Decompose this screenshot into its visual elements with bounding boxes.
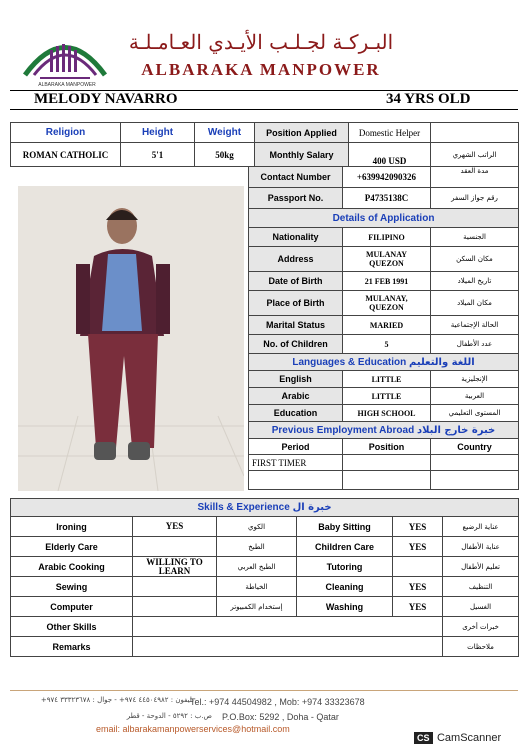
skills-heading (11, 499, 519, 517)
details-table (248, 166, 519, 490)
applicant-age: 34 YRS OLD (386, 91, 471, 107)
applicant-photo (18, 186, 244, 491)
skill-label-arabic: الغسيل (443, 597, 519, 617)
language-row-label: Arabic (249, 388, 343, 405)
camscanner-label: CamScanner (436, 732, 502, 744)
salary-label-arabic: الراتب الشهري (431, 143, 519, 167)
religion-value: ROMAN CATHOLIC (11, 143, 121, 167)
skill-label-arabic: التنظيف (443, 577, 519, 597)
skill-value: YES (133, 517, 217, 537)
camscanner-badge (414, 728, 528, 746)
language-row-label: Education (249, 405, 343, 422)
skills-heading-text: Skills & Experience (197, 502, 290, 513)
employment-heading-text: Previous Employment Abroad (271, 424, 415, 436)
skill-value: WILLING TO LEARN (133, 557, 217, 577)
footer-email: email: albarakamanpowerservices@hotmail.com (96, 724, 290, 734)
brand-name-arabic: البـركـة لجـلـب الأيـدي العـامـلـة (128, 30, 394, 54)
skill-value: YES (393, 517, 443, 537)
skill-label-arabic: الطبخ (217, 537, 297, 557)
remarks-label-arabic: ملاحظات (443, 637, 519, 657)
employment-col-period: Period (249, 439, 343, 455)
skill-value (133, 597, 217, 617)
languages-heading (249, 354, 519, 371)
skill-value (133, 537, 217, 557)
application-row-value: MARIED (343, 316, 431, 335)
height-value: 5'1 (121, 143, 195, 167)
skill-value: YES (393, 597, 443, 617)
application-row-label: No. of Children (249, 335, 343, 354)
passport-label-arabic: رقم جواز السفر (431, 188, 519, 209)
other-skills-label: Other Skills (11, 617, 133, 637)
brand-name: ALBARAKA MANPOWER (141, 60, 381, 79)
skill-label: Elderly Care (11, 537, 133, 557)
weight-value: 50kg (195, 143, 255, 167)
other-skills-label-arabic: خبرات أخرى (443, 617, 519, 637)
footer-phone: Tel.: +974 44504982 , Mob: +974 33323678 (190, 697, 365, 707)
application-row-value: MULANAY QUEZON (343, 247, 431, 272)
passport-value: P4735138C (343, 188, 431, 209)
camscanner-icon: CS (414, 732, 433, 744)
skill-label-arabic: الكوي (217, 517, 297, 537)
application-row-value: 21 FEB 1991 (343, 272, 431, 291)
position-label: Position Applied (255, 123, 349, 143)
languages-heading-arabic: اللغة والتعليم (409, 356, 475, 368)
footer-phone-arabic: تليفون : ٤٤٥٠٤٩٨٢ ٩٧٤+ - جوال : ٣٣٣٢٣٦٧٨ ٩٧٤+ (40, 696, 194, 704)
skill-value (393, 557, 443, 577)
footer-address: P.O.Box: 5292 , Doha - Qatar (222, 712, 339, 722)
height-label: Height (121, 123, 195, 143)
skills-heading-arabic: خبرة ال (292, 502, 332, 513)
skill-label-arabic: إستخدام الكمبيوتر (217, 597, 297, 617)
language-row-arabic: المستوى التعليمي (431, 405, 519, 422)
footer-address-arabic: ص.ب : ٥٢٩٢ - الدوحة - قطر (126, 712, 212, 720)
skill-label: Cleaning (297, 577, 393, 597)
skill-value: YES (393, 577, 443, 597)
skill-value: YES (393, 537, 443, 557)
language-row-arabic: العربية (431, 388, 519, 405)
applicant-name: MELODY NAVARRO (34, 91, 178, 107)
application-row-arabic: الجنسية (431, 228, 519, 247)
employment-heading (249, 422, 519, 439)
application-row-label: Place of Birth (249, 291, 343, 316)
skill-label: Washing (297, 597, 393, 617)
footer-divider (10, 690, 518, 691)
application-row-value: MULANAY, QUEZON (343, 291, 431, 316)
skill-label: Children Care (297, 537, 393, 557)
skill-label: Tutoring (297, 557, 393, 577)
application-row-label: Date of Birth (249, 272, 343, 291)
application-row-label: Address (249, 247, 343, 272)
remarks-label: Remarks (11, 637, 133, 657)
contact-value: +639942090326 (343, 167, 431, 188)
contract-label-arabic: مدة العقد (431, 167, 519, 188)
contact-label: Contact Number (249, 167, 343, 188)
application-row-label: Marital Status (249, 316, 343, 335)
skill-label-arabic: الخياطة (217, 577, 297, 597)
application-row-arabic: مكان الميلاد (431, 291, 519, 316)
skills-table (10, 498, 519, 657)
skill-label: Computer (11, 597, 133, 617)
application-row-arabic: عدد الأطفال (431, 335, 519, 354)
skill-label-arabic: تعليم الأطفال (443, 557, 519, 577)
application-row-arabic: مكان السكن (431, 247, 519, 272)
application-row-value: 5 (343, 335, 431, 354)
employment-heading-arabic: خبرة خارج البلاد (416, 424, 496, 436)
skill-label: Ironing (11, 517, 133, 537)
skill-label-arabic: عناية الرضيع (443, 517, 519, 537)
skill-label: Arabic Cooking (11, 557, 133, 577)
employment-first-row: FIRST TIMER (249, 455, 343, 471)
salary-value: 400 USD (349, 143, 431, 167)
languages-heading-text: Languages & Education (292, 356, 407, 368)
employment-col-position: Position (343, 439, 431, 455)
language-row-arabic: الإنجليزية (431, 371, 519, 388)
skill-label-arabic: الطبخ العربي (217, 557, 297, 577)
religion-label: Religion (11, 123, 121, 143)
skill-label: Baby Sitting (297, 517, 393, 537)
employment-col-country: Country (431, 439, 519, 455)
language-row-value: LITTLE (343, 371, 431, 388)
weight-label: Weight (195, 123, 255, 143)
passport-label: Passport No. (249, 188, 343, 209)
application-heading: Details of Application (249, 209, 519, 228)
skill-label: Sewing (11, 577, 133, 597)
company-logo (20, 20, 110, 90)
summary-table (10, 122, 519, 167)
salary-label: Monthly Salary (255, 143, 349, 167)
application-row-value: FILIPINO (343, 228, 431, 247)
application-row-arabic: تاريخ الميلاد (431, 272, 519, 291)
language-row-label: English (249, 371, 343, 388)
application-row-arabic: الحالة الإجتماعية (431, 316, 519, 335)
logo-caption: ALBARAKA MANPOWER (38, 82, 96, 88)
skill-value (133, 577, 217, 597)
skill-label-arabic: عناية الأطفال (443, 537, 519, 557)
language-row-value: HIGH SCHOOL (343, 405, 431, 422)
language-row-value: LITTLE (343, 388, 431, 405)
position-value: Domestic Helper (349, 123, 431, 143)
application-row-label: Nationality (249, 228, 343, 247)
